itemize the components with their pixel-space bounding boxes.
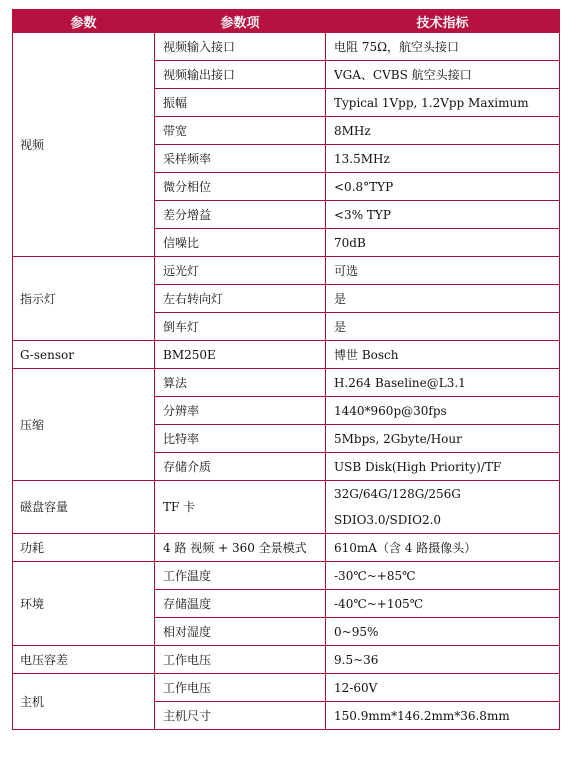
spec-line: SDIO3.0/SDIO2.0 (334, 513, 442, 527)
item-cell: 主机尺寸 (155, 702, 326, 730)
item-cell: 左右转向灯 (155, 285, 326, 313)
item-cell: 算法 (155, 369, 326, 397)
spec-cell: 可选 (326, 257, 560, 285)
item-cell: 分辨率 (155, 397, 326, 425)
item-cell: 带宽 (155, 117, 326, 145)
item-cell: 信噪比 (155, 229, 326, 257)
spec-cell: 12-60V (326, 674, 560, 702)
item-cell: 工作电压 (155, 646, 326, 674)
spec-cell: 70dB (326, 229, 560, 257)
item-cell: 远光灯 (155, 257, 326, 285)
table-row (13, 562, 560, 590)
table-row (13, 674, 560, 702)
header-item: 参数项 (155, 10, 326, 33)
header-spec: 技术指标 (326, 10, 560, 33)
item-cell: 振幅 (155, 89, 326, 117)
spec-cell: 是 (326, 285, 560, 313)
item-cell: 倒车灯 (155, 313, 326, 341)
param-video: 视频 (13, 33, 155, 257)
param-host: 主机 (13, 674, 155, 730)
item-cell: 比特率 (155, 425, 326, 453)
item-cell: 视频输出接口 (155, 61, 326, 89)
param-power: 功耗 (13, 534, 155, 562)
spec-cell: H.264 Baseline@L3.1 (326, 369, 560, 397)
item-cell: 工作温度 (155, 562, 326, 590)
spec-cell: 5Mbps, 2Gbyte/Hour (326, 425, 560, 453)
item-cell: 存储温度 (155, 590, 326, 618)
spec-cell: 13.5MHz (326, 145, 560, 173)
param-environment: 环境 (13, 562, 155, 646)
table-row (13, 369, 560, 397)
table-row (13, 341, 560, 369)
spec-cell: 9.5~36 (326, 646, 560, 674)
spec-cell: 博世 Bosch (326, 341, 560, 369)
item-cell: 存储介质 (155, 453, 326, 481)
header-param: 参数 (13, 10, 155, 33)
item-cell: 视频输入接口 (155, 33, 326, 61)
param-disk: 磁盘容量 (13, 481, 155, 534)
param-compression: 压缩 (13, 369, 155, 481)
spec-cell: VGA、CVBS 航空头接口 (326, 61, 560, 89)
item-cell: TF 卡 (155, 481, 326, 534)
spec-cell: 8MHz (326, 117, 560, 145)
item-cell: 4 路 视频 + 360 全景模式 (155, 534, 326, 562)
table-row (13, 257, 560, 285)
spec-cell: 0~95% (326, 618, 560, 646)
item-cell: 采样频率 (155, 145, 326, 173)
item-cell: 相对湿度 (155, 618, 326, 646)
spec-cell: <3% TYP (326, 201, 560, 229)
table-row (13, 646, 560, 674)
spec-cell: -40℃~+105℃ (326, 590, 560, 618)
spec-line: 32G/64G/128G/256G (334, 487, 461, 501)
table-row (13, 481, 560, 534)
item-cell: 工作电压 (155, 674, 326, 702)
spec-cell: <0.8°TYP (326, 173, 560, 201)
param-gsensor: G-sensor (13, 341, 155, 369)
spec-cell: 150.9mm*146.2mm*36.8mm (326, 702, 560, 730)
spec-cell: 610mA（含 4 路摄像头） (326, 534, 560, 562)
spec-cell: Typical 1Vpp, 1.2Vpp Maximum (326, 89, 560, 117)
table-row (13, 33, 560, 61)
param-indicator: 指示灯 (13, 257, 155, 341)
spec-cell: 电阻 75Ω，航空头接口 (326, 33, 560, 61)
item-cell: 差分增益 (155, 201, 326, 229)
table-row (13, 534, 560, 562)
param-voltage-tolerance: 电压容差 (13, 646, 155, 674)
header-row (13, 10, 560, 33)
spec-cell: 1440*960p@30fps (326, 397, 560, 425)
item-cell: BM250E (155, 341, 326, 369)
spec-cell (326, 481, 560, 534)
item-cell: 微分相位 (155, 173, 326, 201)
spec-cell: -30℃~+85℃ (326, 562, 560, 590)
spec-cell: USB Disk(High Priority)/TF (326, 453, 560, 481)
spec-table (12, 9, 560, 730)
spec-cell: 是 (326, 313, 560, 341)
